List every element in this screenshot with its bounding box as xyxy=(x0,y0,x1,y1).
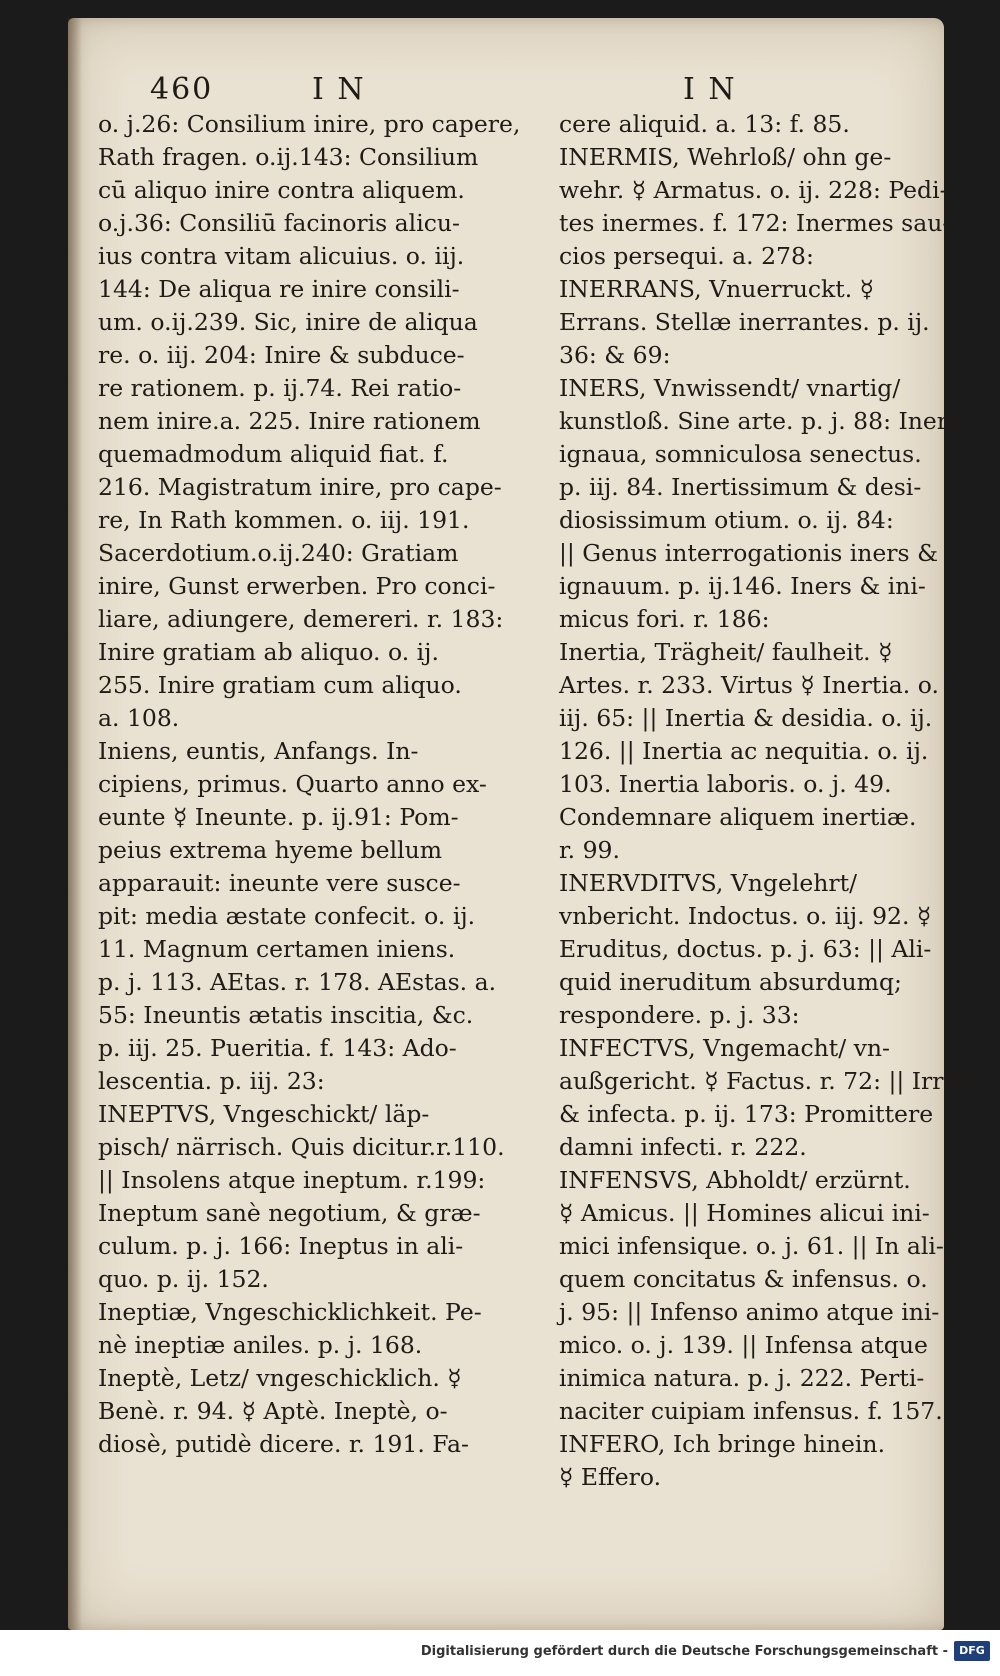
text-line: nem inire.a. 225. Inire rationem xyxy=(98,407,481,435)
text-line: Ineptum sanè negotium, & græ- xyxy=(98,1199,481,1227)
text-line: p. iij. 25. Pueritia. f. 143: Ado- xyxy=(98,1034,457,1062)
text-line: INERVDITVS, Vngelehrt/ xyxy=(559,869,858,897)
text-line: Inire gratiam ab aliquo. o. ij. xyxy=(98,638,439,666)
text-line: cios persequi. a. 278: xyxy=(559,242,814,270)
text-line: diosè, putidè dicere. r. 191. Fa- xyxy=(98,1430,469,1458)
text-line: INERRANS, Vnuerruckt. ☿ xyxy=(559,275,875,303)
footer-credit: Digitalisierung gefördert durch die Deutsche Forschungsgemeinschaft - xyxy=(420,1644,948,1659)
text-line: ignauum. p. ij.146. Iners & ini- xyxy=(559,572,926,600)
text-line: ius contra vitam alicuius. o. iij. xyxy=(98,242,465,270)
text-line: p. j. 113. AEtas. r. 178. AEstas. a. xyxy=(98,968,497,996)
text-line: naciter cuipiam infensus. f. 157. xyxy=(559,1397,943,1425)
right-running-head: I N xyxy=(683,72,737,107)
text-line: 36: & 69: xyxy=(559,341,671,369)
text-line: ignaua, somniculosa senectus. xyxy=(559,440,922,468)
text-line: INFERO, Ich bringe hinein. xyxy=(559,1430,886,1458)
text-line: iij. 65: || Inertia & desidia. o. ij. xyxy=(559,704,933,732)
text-line: außgericht. ☿ Factus. r. 72: || Irrita xyxy=(559,1067,975,1095)
text-line: j. 95: || Infenso animo atque ini- xyxy=(559,1298,940,1326)
text-line: a. 108. xyxy=(98,704,180,732)
text-line: lescentia. p. iij. 23: xyxy=(98,1067,325,1095)
text-line: Artes. r. 233. Virtus ☿ Inertia. o. xyxy=(559,671,939,699)
right-text-column xyxy=(559,108,975,1494)
text-line: p. iij. 84. Inertissimum & desi- xyxy=(559,473,922,501)
text-line: INERS, Vnwissendt/ vnartig/ xyxy=(559,374,901,402)
text-line: micus fori. r. 186: xyxy=(559,605,770,633)
text-line: quo. p. ij. 152. xyxy=(98,1265,269,1293)
text-line: r. 99. xyxy=(559,836,620,864)
text-line: respondere. p. j. 33: xyxy=(559,1001,800,1029)
text-line: o.j.36: Consiliū facinoris alicu- xyxy=(98,209,460,237)
text-line: pisch/ närrisch. Quis dicitur.r.110. xyxy=(98,1133,505,1161)
text-line: quem concitatus & infensus. o. xyxy=(559,1265,928,1293)
text-line: re, In Rath kommen. o. iij. 191. xyxy=(98,506,470,534)
text-line: inimica natura. p. j. 222. Perti- xyxy=(559,1364,925,1392)
text-line: apparauit: ineunte vere susce- xyxy=(98,869,461,897)
text-line: tes inermes. f. 172: Inermes sau- xyxy=(559,209,951,237)
text-line: nè ineptiæ aniles. p. j. 168. xyxy=(98,1331,423,1359)
text-line: Rath fragen. o.ij.143: Consilium xyxy=(98,143,479,171)
text-line: Ineptiæ, Vngeschicklichkeit. Pe- xyxy=(98,1298,482,1326)
text-line: vnbericht. Indoctus. o. iij. 92. ☿ xyxy=(559,902,932,930)
text-line: 216. Magistratum inire, pro cape- xyxy=(98,473,502,501)
left-running-head: I N xyxy=(312,72,366,107)
text-line: 103. Inertia laboris. o. j. 49. xyxy=(559,770,892,798)
text-line: & infecta. p. ij. 173: Promittere xyxy=(559,1100,934,1128)
text-line: 255. Inire gratiam cum aliquo. xyxy=(98,671,462,699)
text-line: culum. p. j. 166: Ineptus in ali- xyxy=(98,1232,464,1260)
text-line: wehr. ☿ Armatus. o. ij. 228: Pedi- xyxy=(559,176,948,204)
text-line: re rationem. p. ij.74. Rei ratio- xyxy=(98,374,462,402)
text-line: || Insolens atque ineptum. r.199: xyxy=(98,1166,486,1194)
text-line: Inertia, Trägheit/ faulheit. ☿ xyxy=(559,638,893,666)
text-line: mici infensique. o. j. 61. || In ali- xyxy=(559,1232,944,1260)
text-line: quemadmodum aliquid fiat. f. xyxy=(98,440,449,468)
text-line: Iniens, euntis, Anfangs. In- xyxy=(98,737,419,765)
text-line: ☿ Effero. xyxy=(559,1463,662,1491)
text-line: ☿ Amicus. || Homines alicui ini- xyxy=(559,1199,930,1227)
text-line: inire, Gunst erwerben. Pro conci- xyxy=(98,572,496,600)
text-line: || Genus interrogationis iners & xyxy=(559,539,938,567)
text-line: eunte ☿ Ineunte. p. ij.91: Pom- xyxy=(98,803,459,831)
text-line: INEPTVS, Vngeschickt/ läp- xyxy=(98,1100,430,1128)
text-line: diosissimum otium. o. ij. 84: xyxy=(559,506,894,534)
text-line: um. o.ij.239. Sic, inire de aliqua xyxy=(98,308,478,336)
text-line: Eruditus, doctus. p. j. 63: || Ali- xyxy=(559,935,932,963)
text-line: re. o. iij. 204: Inire & subduce- xyxy=(98,341,465,369)
text-line: INERMIS, Wehrloß/ ohn ge- xyxy=(559,143,892,171)
text-line: cipiens, primus. Quarto anno ex- xyxy=(98,770,487,798)
text-line: cū aliquo inire contra aliquem. xyxy=(98,176,465,204)
text-line: 55: Ineuntis ætatis inscitia, &c. xyxy=(98,1001,474,1029)
text-line: o. j.26: Consilium inire, pro capere, xyxy=(98,110,521,138)
left-text-column xyxy=(98,108,521,1461)
text-line: 11. Magnum certamen iniens. xyxy=(98,935,456,963)
footer-bar xyxy=(0,1630,1000,1676)
text-line: Condemnare aliquem inertiæ. xyxy=(559,803,917,831)
page-gutter-shadow xyxy=(68,18,82,1630)
text-line: liare, adiungere, demereri. r. 183: xyxy=(98,605,504,633)
text-line: cere aliquid. a. 13: f. 85. xyxy=(559,110,850,138)
text-line: Ineptè, Letz/ vngeschicklich. ☿ xyxy=(98,1364,462,1392)
text-line: Benè. r. 94. ☿ Aptè. Ineptè, o- xyxy=(98,1397,448,1425)
text-line: damni infecti. r. 222. xyxy=(559,1133,807,1161)
text-line: Sacerdotium.o.ij.240: Gratiam xyxy=(98,539,459,567)
text-line: kunstloß. Sine arte. p. j. 88: Iners, xyxy=(559,407,968,435)
text-line: INFECTVS, Vngemacht/ vn- xyxy=(559,1034,890,1062)
page-number: 460 xyxy=(150,72,214,107)
text-line: pit: media æstate confecit. o. ij. xyxy=(98,902,476,930)
dfg-logo-icon: DFG xyxy=(954,1641,990,1661)
text-line: 126. || Inertia ac nequitia. o. ij. xyxy=(559,737,929,765)
text-line: 144: De aliqua re inire consili- xyxy=(98,275,460,303)
text-line: mico. o. j. 139. || Infensa atque xyxy=(559,1331,928,1359)
text-line: INFENSVS, Abholdt/ erzürnt. xyxy=(559,1166,911,1194)
text-line: peius extrema hyeme bellum xyxy=(98,836,443,864)
text-line: Errans. Stellæ inerrantes. p. ij. xyxy=(559,308,930,336)
text-line: quid ineruditum absurdumq; xyxy=(559,968,902,996)
